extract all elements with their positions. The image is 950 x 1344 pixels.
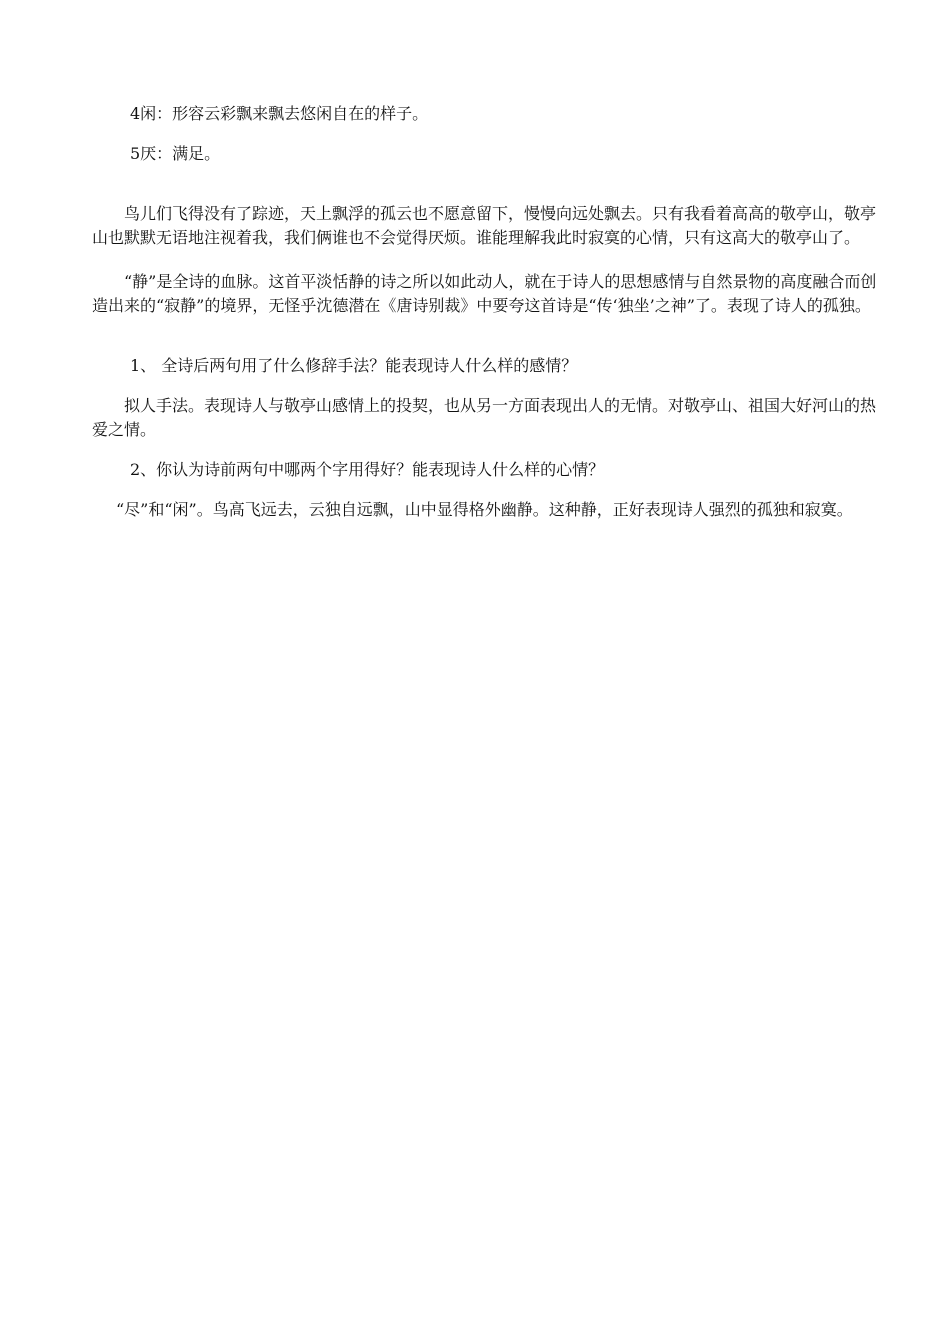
analysis-paragraph: “静”是全诗的血脉。这首平淡恬静的诗之所以如此动人，就在于诗人的思想感情与自然景物的高度融合而创造出来的“寂静”的境界，无怪乎沈德潜在《唐诗别裁》中要夸这首诗是“传‘独坐’之神”了。表现了诗人的孤独。: [92, 272, 877, 315]
spacer: [92, 250, 882, 270]
question-2: 2、你认为诗前两句中哪两个字用得好？能表现诗人什么样的心情？: [130, 460, 605, 479]
answer-2: “尽”和“闲”。鸟高飞远去，云独自远飘，山中显得格外幽静。这种静，正好表现诗人强烈的孤独和寂寞。: [116, 500, 853, 519]
spacer: [92, 318, 882, 338]
translation-paragraph: 鸟儿们飞得没有了踪迹，天上飘浮的孤云也不愿意留下，慢慢向远处飘去。只有我看着高高的敬亭山，敬亭山也默默无语地注视着我，我们俩谁也不会觉得厌烦。谁能理解我此时寂寞的心情，只有这高大的敬亭山了。: [92, 204, 877, 247]
note-4: 4闲：形容云彩飘来飘去悠闲自在的样子。: [130, 104, 429, 123]
spacer: [92, 182, 882, 202]
document-page: [92, 86, 882, 522]
answer-1: 拟人手法。表现诗人与敬亭山感情上的投契，也从另一方面表现出人的无情。对敬亭山、祖国大好河山的热爱之情。: [92, 396, 877, 439]
note-5: 5厌：满足。: [130, 144, 221, 163]
question-1: 1、 全诗后两句用了什么修辞手法？能表现诗人什么样的感情？: [130, 356, 578, 375]
